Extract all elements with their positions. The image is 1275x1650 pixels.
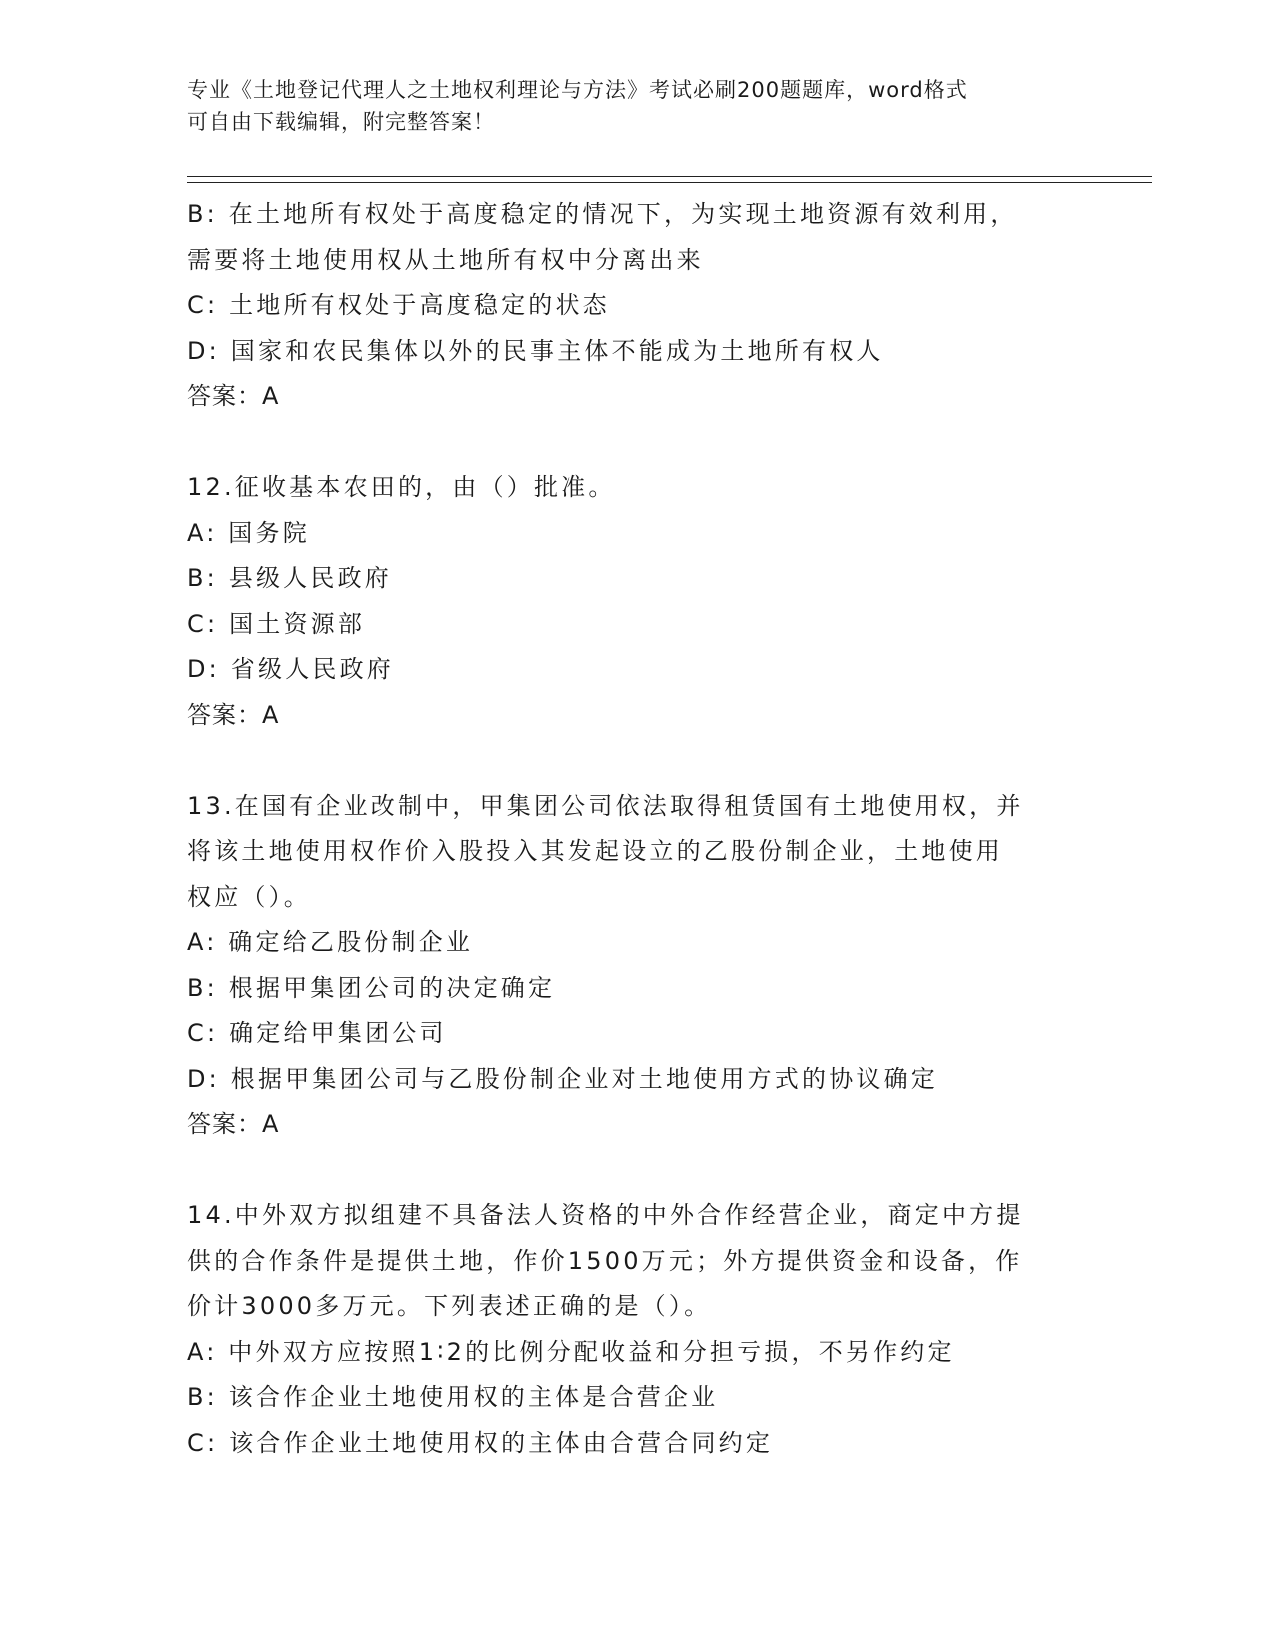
question-12-text: 12.征收基本农田的，由（）批准。 <box>187 473 616 501</box>
header-line-1: 专业《土地登记代理人之土地权利理论与方法》考试必刷200题题库，word格式 <box>187 78 968 102</box>
option-d: D: 省级人民政府 <box>187 655 394 683</box>
answer: 答案：A <box>187 382 280 410</box>
question-14-line-2: 供的合作条件是提供土地，作价1500万元；外方提供资金和设备，作 <box>187 1246 1023 1275</box>
option-a: A: 确定给乙股份制企业 <box>187 928 474 956</box>
option-c: C: 该合作企业土地使用权的主体由合营合同约定 <box>187 1428 774 1457</box>
option-b: B: 县级人民政府 <box>187 564 392 592</box>
option-b: B: 该合作企业土地使用权的主体是合营企业 <box>187 1383 719 1411</box>
spacer <box>187 738 1087 784</box>
previous-question-block <box>187 192 1087 420</box>
header-line-2: 可自由下载编辑，附完整答案！ <box>187 110 495 134</box>
question-14-line-3: 价计3000多万元。下列表述正确的是（）。 <box>187 1292 712 1320</box>
answer: 答案：A <box>187 700 280 729</box>
option-b-line-1: B: 在土地所有权处于高度稳定的情况下，为实现土地资源有效利用， <box>187 200 1018 228</box>
spacer <box>187 420 1087 466</box>
option-a: A: 国务院 <box>187 518 310 547</box>
question-13-block <box>187 784 1087 1148</box>
header-rule-top <box>187 176 1152 177</box>
option-b: B: 根据甲集团公司的决定确定 <box>187 973 556 1002</box>
option-a: A: 中外双方应按照1∶2的比例分配收益和分担亏损，不另作约定 <box>187 1337 955 1366</box>
question-content <box>187 192 1087 1466</box>
question-14-block <box>187 1193 1087 1466</box>
header-rule-bottom <box>187 182 1152 183</box>
option-d: D: 根据甲集团公司与乙股份制企业对土地使用方式的协议确定 <box>187 1064 938 1093</box>
option-c: C: 土地所有权处于高度稳定的状态 <box>187 291 610 319</box>
option-c: C: 国土资源部 <box>187 609 366 638</box>
question-14-line-1: 14.中外双方拟组建不具备法人资格的中外合作经营企业，商定中方提 <box>187 1201 1024 1229</box>
spacer <box>187 1148 1087 1194</box>
option-d: D: 国家和农民集体以外的民事主体不能成为土地所有权人 <box>187 336 884 365</box>
question-13-line-2: 将该土地使用权作价入股投入其发起设立的乙股份制企业，土地使用 <box>187 837 1003 865</box>
answer: 答案：A <box>187 1110 280 1138</box>
question-12-block <box>187 465 1087 738</box>
question-13-line-1: 13.在国有企业改制中，甲集团公司依法取得租赁国有土地使用权，并 <box>187 791 1024 820</box>
page-header <box>187 74 1067 138</box>
option-b-line-2: 需要将土地使用权从土地所有权中分离出来 <box>187 245 704 274</box>
question-13-line-3: 权应（）。 <box>187 882 311 911</box>
option-c: C: 确定给甲集团公司 <box>187 1019 447 1047</box>
